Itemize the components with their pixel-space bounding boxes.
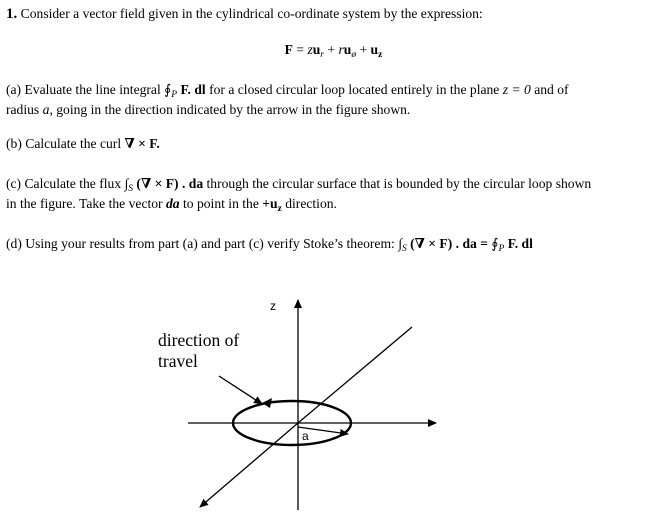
travel-pointer — [219, 376, 262, 404]
question-number: 1. — [6, 6, 18, 22]
radius-label: a — [302, 429, 309, 443]
part-a-rest1: for a closed circular loop located entirely in the plane — [209, 82, 500, 97]
part-a-radius-word: radius — [6, 102, 40, 117]
part-c-line2-post: direction. — [285, 196, 337, 211]
part-d-prefix: (d) Using your results from part (a) and part (c) verify Stoke’s theorem: — [6, 236, 395, 251]
surface-integral-subscript: S — [128, 184, 134, 194]
part-a-integrand: F. dl — [180, 82, 206, 97]
diagonal-axis-upper — [298, 327, 412, 423]
stokes-lhs-subscript: S — [401, 244, 407, 254]
travel-label-line1: direction of — [158, 330, 240, 350]
part-c-rest1: through the circular surface that is bounded by the circular loop shown — [206, 176, 592, 191]
part-b-expr: ∇ × F. — [124, 136, 160, 151]
stokes-lhs-expr: (∇ × F) . da = — [410, 236, 488, 251]
contour-integral-subscript: P — [171, 90, 178, 100]
stokes-rhs-symbol: ∮ — [491, 236, 499, 251]
question-intro: Consider a vector field given in the cylindrical co-ordinate system by the expression: — [20, 6, 483, 21]
diagonal-axis-lower — [200, 423, 298, 507]
part-c-prefix: (c) Calculate the flux — [6, 176, 122, 191]
part-c-expr: (∇ × F) . da — [136, 176, 204, 191]
surface-integral-symbol: ∫ — [124, 176, 129, 191]
part-a-line2-post: , going in the direction indicated by the arrow in the figure shown. — [49, 102, 411, 117]
z-axis-label: z — [270, 299, 276, 313]
stokes-rhs-subscript: P — [498, 244, 505, 254]
stokes-rhs-expr: F. dl — [507, 236, 533, 251]
field-equation: $F = zu_r + ru_ø + u_z$ — [284, 42, 383, 60]
travel-label — [158, 330, 239, 372]
loop-direction-arrowhead — [262, 398, 272, 408]
stokes-lhs-symbol: ∫ — [398, 236, 402, 251]
contour-integral-symbol: ∮ — [164, 82, 172, 97]
part-c-line2-pre: in the figure. Take the vector — [6, 196, 163, 211]
part-b-text: (b) Calculate the curl — [6, 136, 122, 151]
part-c-dir-sub: z — [277, 204, 282, 214]
part-c-da: da — [165, 196, 180, 211]
part-c-line2-mid: to point in the — [182, 196, 259, 211]
travel-label-line2: travel — [158, 351, 198, 371]
part-a-radius-var: a — [42, 102, 50, 117]
part-a-condition: z = 0 — [502, 82, 531, 97]
part-c-dir: +u — [262, 196, 278, 211]
part-a-prefix: (a) Evaluate the line integral — [6, 82, 161, 97]
part-a-rest2: and of — [534, 82, 569, 97]
